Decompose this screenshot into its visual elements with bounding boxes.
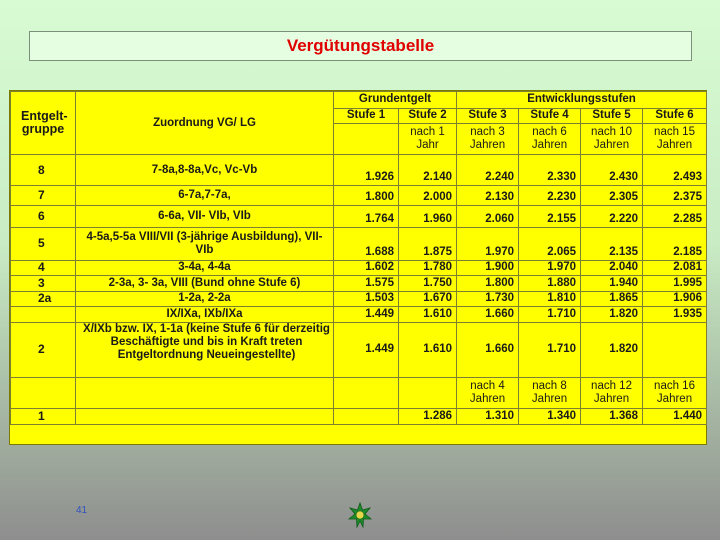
value-cell: 1.660 <box>457 322 519 378</box>
value-cell: 2.060 <box>457 205 519 228</box>
value-cell: 1.780 <box>399 260 457 276</box>
mapping-cell: 6-7a,7-7a, <box>76 186 334 206</box>
header-stufe: Stufe 6 <box>643 108 707 124</box>
header-stufe: Stufe 2 <box>399 108 457 124</box>
header-years: nach 10 Jahren <box>581 124 643 155</box>
table-row <box>11 260 707 276</box>
value-cell: 1.820 <box>581 322 643 378</box>
table-row <box>11 291 707 307</box>
mapping-cell: X/IXb bzw. IX, 1-1a (keine Stufe 6 für derzeitig Beschäftigte und bis in Kraft treten Entgeltordnung Neueingestellte) <box>76 322 334 378</box>
value-cell: 1.368 <box>581 409 643 425</box>
value-cell: 1.960 <box>399 205 457 228</box>
value-cell: 1.710 <box>519 307 581 323</box>
value-cell: 2.185 <box>643 228 707 260</box>
value-cell: 2.240 <box>457 155 519 186</box>
header-mapping: Zuordnung VG/ LG <box>76 92 334 155</box>
group-cell: 2a <box>11 291 76 307</box>
value-cell: 1.449 <box>334 307 399 323</box>
group-cell: 1 <box>11 409 76 425</box>
value-cell: 2.130 <box>457 186 519 206</box>
value-cell: 2.155 <box>519 205 581 228</box>
value-cell: 1.310 <box>457 409 519 425</box>
value-cell: 1.995 <box>643 276 707 292</box>
header-stufe: Stufe 5 <box>581 108 643 124</box>
value-cell: 1.926 <box>334 155 399 186</box>
mapping-cell: 1-2a, 2-2a <box>76 291 334 307</box>
table-row <box>11 322 707 378</box>
table-row <box>11 409 707 425</box>
value-cell: 2.493 <box>643 155 707 186</box>
value-cell: 2.220 <box>581 205 643 228</box>
value-cell: 2.285 <box>643 205 707 228</box>
group-cell: 6 <box>11 205 76 228</box>
header-years: nach 15 Jahren <box>643 124 707 155</box>
value-cell: 1.750 <box>399 276 457 292</box>
years-cell <box>399 378 457 409</box>
table-row <box>11 155 707 186</box>
years-cell <box>334 378 399 409</box>
value-cell <box>334 409 399 425</box>
mapping-cell: 4-5a,5-5a VIII/VII (3-jährige Ausbildung), VII-VIb <box>76 228 334 260</box>
table-row <box>11 276 707 292</box>
value-cell: 2.230 <box>519 186 581 206</box>
value-cell: 2.430 <box>581 155 643 186</box>
years-cell: nach 16 Jahren <box>643 378 707 409</box>
value-cell: 1.970 <box>457 228 519 260</box>
group-cell: 3 <box>11 276 76 292</box>
group-cell: 5 <box>11 228 76 260</box>
header-group: Entgelt- gruppe <box>11 92 76 155</box>
table-row <box>11 205 707 228</box>
pay-table-sheet <box>9 90 707 445</box>
header-years: nach 1 Jahr <box>399 124 457 155</box>
group-cell <box>11 378 76 409</box>
header-stufe: Stufe 3 <box>457 108 519 124</box>
value-cell: 1.286 <box>399 409 457 425</box>
value-cell: 1.440 <box>643 409 707 425</box>
table-row-years <box>11 378 707 409</box>
value-cell: 1.810 <box>519 291 581 307</box>
mapping-cell <box>76 409 334 425</box>
value-cell: 1.820 <box>581 307 643 323</box>
mapping-cell: 2-3a, 3- 3a, VIII (Bund ohne Stufe 6) <box>76 276 334 292</box>
mapping-cell <box>76 378 334 409</box>
group-cell: 8 <box>11 155 76 186</box>
page-number: 41 <box>76 505 88 516</box>
value-cell: 1.764 <box>334 205 399 228</box>
header-stufe: Stufe 1 <box>334 108 399 124</box>
value-cell: 1.688 <box>334 228 399 260</box>
header-row-1 <box>11 92 707 109</box>
value-cell: 1.970 <box>519 260 581 276</box>
value-cell: 1.900 <box>457 260 519 276</box>
value-cell: 1.602 <box>334 260 399 276</box>
table-row <box>11 186 707 206</box>
value-cell: 2.040 <box>581 260 643 276</box>
value-cell: 1.880 <box>519 276 581 292</box>
header-years: nach 3 Jahren <box>457 124 519 155</box>
value-cell: 1.800 <box>457 276 519 292</box>
value-cell: 2.140 <box>399 155 457 186</box>
value-cell: 1.800 <box>334 186 399 206</box>
value-cell: 1.730 <box>457 291 519 307</box>
mapping-cell: 6-6a, VII- VIb, VIb <box>76 205 334 228</box>
value-cell: 1.935 <box>643 307 707 323</box>
value-cell: 2.305 <box>581 186 643 206</box>
value-cell: 2.065 <box>519 228 581 260</box>
value-cell: 2.330 <box>519 155 581 186</box>
page-title: Vergütungstabelle <box>286 36 435 55</box>
group-cell: 2 <box>11 322 76 378</box>
value-cell <box>643 322 707 378</box>
header-stufe: Stufe 4 <box>519 108 581 124</box>
value-cell: 1.503 <box>334 291 399 307</box>
value-cell: 1.875 <box>399 228 457 260</box>
mapping-cell: IX/IXa, IXb/IXa <box>76 307 334 323</box>
mapping-cell: 3-4a, 4-4a <box>76 260 334 276</box>
value-cell: 1.340 <box>519 409 581 425</box>
value-cell: 1.610 <box>399 307 457 323</box>
group-cell: 7 <box>11 186 76 206</box>
mapping-cell: 7-8a,8-8a,Vc, Vc-Vb <box>76 155 334 186</box>
value-cell: 1.660 <box>457 307 519 323</box>
value-cell: 1.449 <box>334 322 399 378</box>
title-box <box>29 31 692 61</box>
value-cell: 1.670 <box>399 291 457 307</box>
value-cell: 1.906 <box>643 291 707 307</box>
years-cell: nach 12 Jahren <box>581 378 643 409</box>
value-cell: 1.575 <box>334 276 399 292</box>
header-entwicklungsstufen: Entwicklungsstufen <box>457 92 707 109</box>
header-grundentgelt: Grundentgelt <box>334 92 457 109</box>
table-row <box>11 307 707 323</box>
value-cell: 1.940 <box>581 276 643 292</box>
years-cell: nach 4 Jahren <box>457 378 519 409</box>
years-cell: nach 8 Jahren <box>519 378 581 409</box>
value-cell: 2.081 <box>643 260 707 276</box>
header-years <box>334 124 399 155</box>
value-cell: 2.375 <box>643 186 707 206</box>
value-cell: 1.610 <box>399 322 457 378</box>
header-years: nach 6 Jahren <box>519 124 581 155</box>
value-cell: 2.135 <box>581 228 643 260</box>
pay-table <box>10 91 707 425</box>
value-cell: 1.710 <box>519 322 581 378</box>
group-cell: 4 <box>11 260 76 276</box>
group-cell <box>11 307 76 323</box>
value-cell: 1.865 <box>581 291 643 307</box>
green-star-emblem-icon <box>347 502 373 528</box>
table-row <box>11 228 707 260</box>
value-cell: 2.000 <box>399 186 457 206</box>
